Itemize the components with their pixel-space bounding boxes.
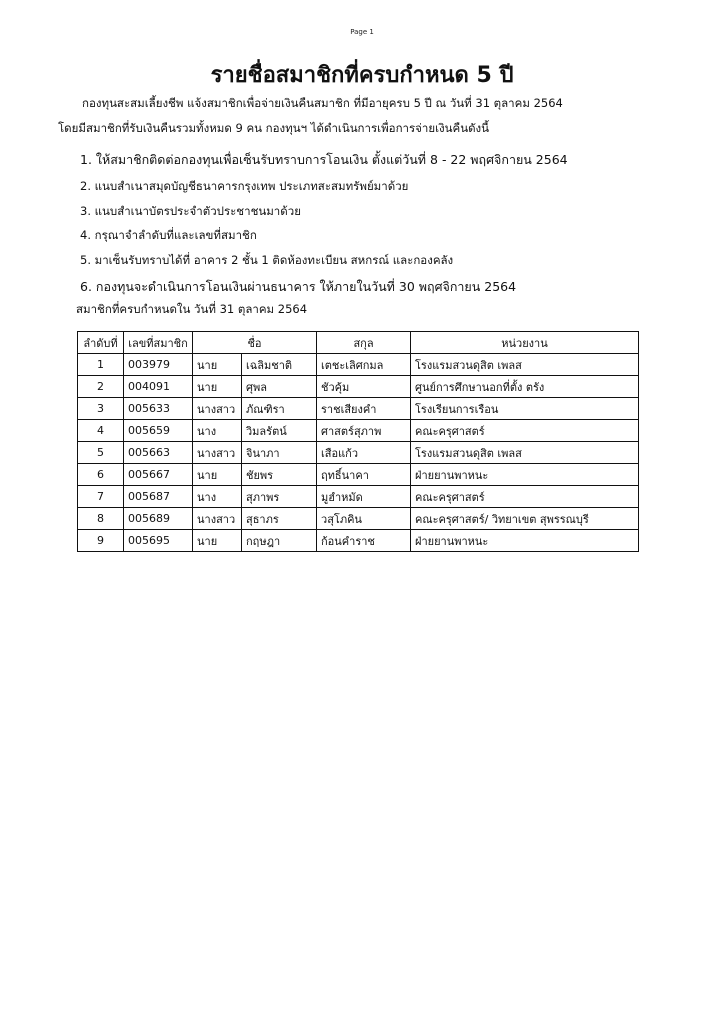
unit-cell: ฝ่ายยานพาหนะ bbox=[411, 530, 639, 552]
unit-cell: ฝ่ายยานพาหนะ bbox=[411, 464, 639, 486]
document-title: รายชื่อสมาชิกที่ครบกำหนด 5 ปี bbox=[210, 63, 514, 88]
surname-cell: ศาสตร์สุภาพ bbox=[317, 420, 411, 442]
first-name-cell: ชัยพร bbox=[242, 464, 317, 486]
row-number: 8 bbox=[78, 508, 124, 530]
name-prefix-cell: นางสาว bbox=[193, 508, 242, 530]
intro-line-2: โดยมีสมาชิกที่รับเงินคืนรวมทั้งหมด 9 คน กองทุนฯ ได้ดำเนินการเพื่อการจ่ายเงินคืนดังนี้ bbox=[58, 121, 490, 135]
member-id-cell: 005687 bbox=[124, 486, 193, 508]
name-prefix-cell: นางสาว bbox=[193, 398, 242, 420]
member-id-cell: 005633 bbox=[124, 398, 193, 420]
table-row bbox=[78, 530, 639, 552]
row-number: 9 bbox=[78, 530, 124, 552]
table-row bbox=[78, 486, 639, 508]
row-number: 7 bbox=[78, 486, 124, 508]
first-name-cell: เฉลิมชาติ bbox=[242, 354, 317, 376]
member-id-cell: 003979 bbox=[124, 354, 193, 376]
step-6: 6. กองทุนจะดำเนินการโอนเงินผ่านธนาคาร ให้ภายในวันที่ 30 พฤศจิกายน 2564 bbox=[80, 279, 517, 294]
member-id-cell: 004091 bbox=[124, 376, 193, 398]
table-header-row bbox=[78, 332, 639, 354]
first-name-cell: สุภาพร bbox=[242, 486, 317, 508]
step-4: 4. กรุณาจำลำดับที่และเลขที่สมาชิก bbox=[80, 228, 257, 242]
surname-cell: มูฮำหมัด bbox=[317, 486, 411, 508]
member-id-cell: 005659 bbox=[124, 420, 193, 442]
member-id-cell: 005663 bbox=[124, 442, 193, 464]
intro-line-1: กองทุนสะสมเลี้ยงชีพ แจ้งสมาชิกเพื่อจ่ายเงินคืนสมาชิก ที่มีอายุครบ 5 ปี ณ วันที่ 31 ตุลาคม 2564 bbox=[82, 96, 563, 110]
header-member-id: เลขที่สมาชิก bbox=[124, 332, 193, 354]
row-number: 2 bbox=[78, 376, 124, 398]
unit-cell: คณะครุศาสตร์ bbox=[411, 420, 639, 442]
step-1: 1. ให้สมาชิกติดต่อกองทุนเพื่อเซ็นรับทราบการโอนเงิน ตั้งแต่วันที่ 8 - 22 พฤศจิกายน 2564 bbox=[80, 152, 568, 167]
unit-cell: โรงเรียนการเรือน bbox=[411, 398, 639, 420]
name-prefix-cell: นาย bbox=[193, 376, 242, 398]
member-id-cell: 005689 bbox=[124, 508, 193, 530]
table-row bbox=[78, 398, 639, 420]
members-table bbox=[77, 331, 639, 552]
first-name-cell: ภัณฑิรา bbox=[242, 398, 317, 420]
table-row bbox=[78, 464, 639, 486]
first-name-cell: ศุพล bbox=[242, 376, 317, 398]
table-row bbox=[78, 508, 639, 530]
row-number: 6 bbox=[78, 464, 124, 486]
surname-cell: ก้อนคำราช bbox=[317, 530, 411, 552]
member-id-cell: 005695 bbox=[124, 530, 193, 552]
step-2: 2. แนบสำเนาสมุดบัญชีธนาคารกรุงเทพ ประเภทสะสมทรัพย์มาด้วย bbox=[80, 179, 409, 193]
header-name: ชื่อ bbox=[193, 332, 317, 354]
unit-cell: โรงแรมสวนดุสิต เพลส bbox=[411, 442, 639, 464]
member-id-cell: 005667 bbox=[124, 464, 193, 486]
surname-cell: วสุโภคิน bbox=[317, 508, 411, 530]
row-number: 4 bbox=[78, 420, 124, 442]
unit-cell: ศูนย์การศึกษานอกที่ตั้ง ตรัง bbox=[411, 376, 639, 398]
table-row bbox=[78, 376, 639, 398]
name-prefix-cell: นางสาว bbox=[193, 442, 242, 464]
row-number: 3 bbox=[78, 398, 124, 420]
unit-cell: คณะครุศาสตร์/ วิทยาเขต สุพรรณบุรี bbox=[411, 508, 639, 530]
header-no: ลำดับที่ bbox=[78, 332, 124, 354]
table-row bbox=[78, 354, 639, 376]
name-prefix-cell: นาย bbox=[193, 464, 242, 486]
row-number: 1 bbox=[78, 354, 124, 376]
unit-cell: คณะครุศาสตร์ bbox=[411, 486, 639, 508]
step-3: 3. แนบสำเนาบัตรประจำตัวประชาชนมาด้วย bbox=[80, 204, 301, 218]
table-row bbox=[78, 442, 639, 464]
surname-cell: เตชะเลิศกมล bbox=[317, 354, 411, 376]
first-name-cell: กฤษฎา bbox=[242, 530, 317, 552]
header-surname: สกุล bbox=[317, 332, 411, 354]
table-row bbox=[78, 420, 639, 442]
first-name-cell: สุธาภร bbox=[242, 508, 317, 530]
name-prefix-cell: นาย bbox=[193, 530, 242, 552]
surname-cell: ชัวคุ้ม bbox=[317, 376, 411, 398]
surname-cell: ฤทธิ์นาคา bbox=[317, 464, 411, 486]
row-number: 5 bbox=[78, 442, 124, 464]
name-prefix-cell: นาง bbox=[193, 420, 242, 442]
surname-cell: ราชเสียงคำ bbox=[317, 398, 411, 420]
surname-cell: เสือแก้ว bbox=[317, 442, 411, 464]
first-name-cell: จินาภา bbox=[242, 442, 317, 464]
deadline-note: สมาชิกที่ครบกำหนดใน วันที่ 31 ตุลาคม 2564 bbox=[76, 302, 308, 316]
step-5: 5. มาเซ็นรับทราบได้ที่ อาคาร 2 ชั้น 1 ติดห้องทะเบียน สหกรณ์ และกองคลัง bbox=[80, 253, 454, 267]
name-prefix-cell: นาง bbox=[193, 486, 242, 508]
header-unit: หน่วยงาน bbox=[411, 332, 639, 354]
unit-cell: โรงแรมสวนดุสิต เพลส bbox=[411, 354, 639, 376]
first-name-cell: วิมลรัตน์ bbox=[242, 420, 317, 442]
page-number-label: Page 1 bbox=[350, 28, 374, 36]
name-prefix-cell: นาย bbox=[193, 354, 242, 376]
